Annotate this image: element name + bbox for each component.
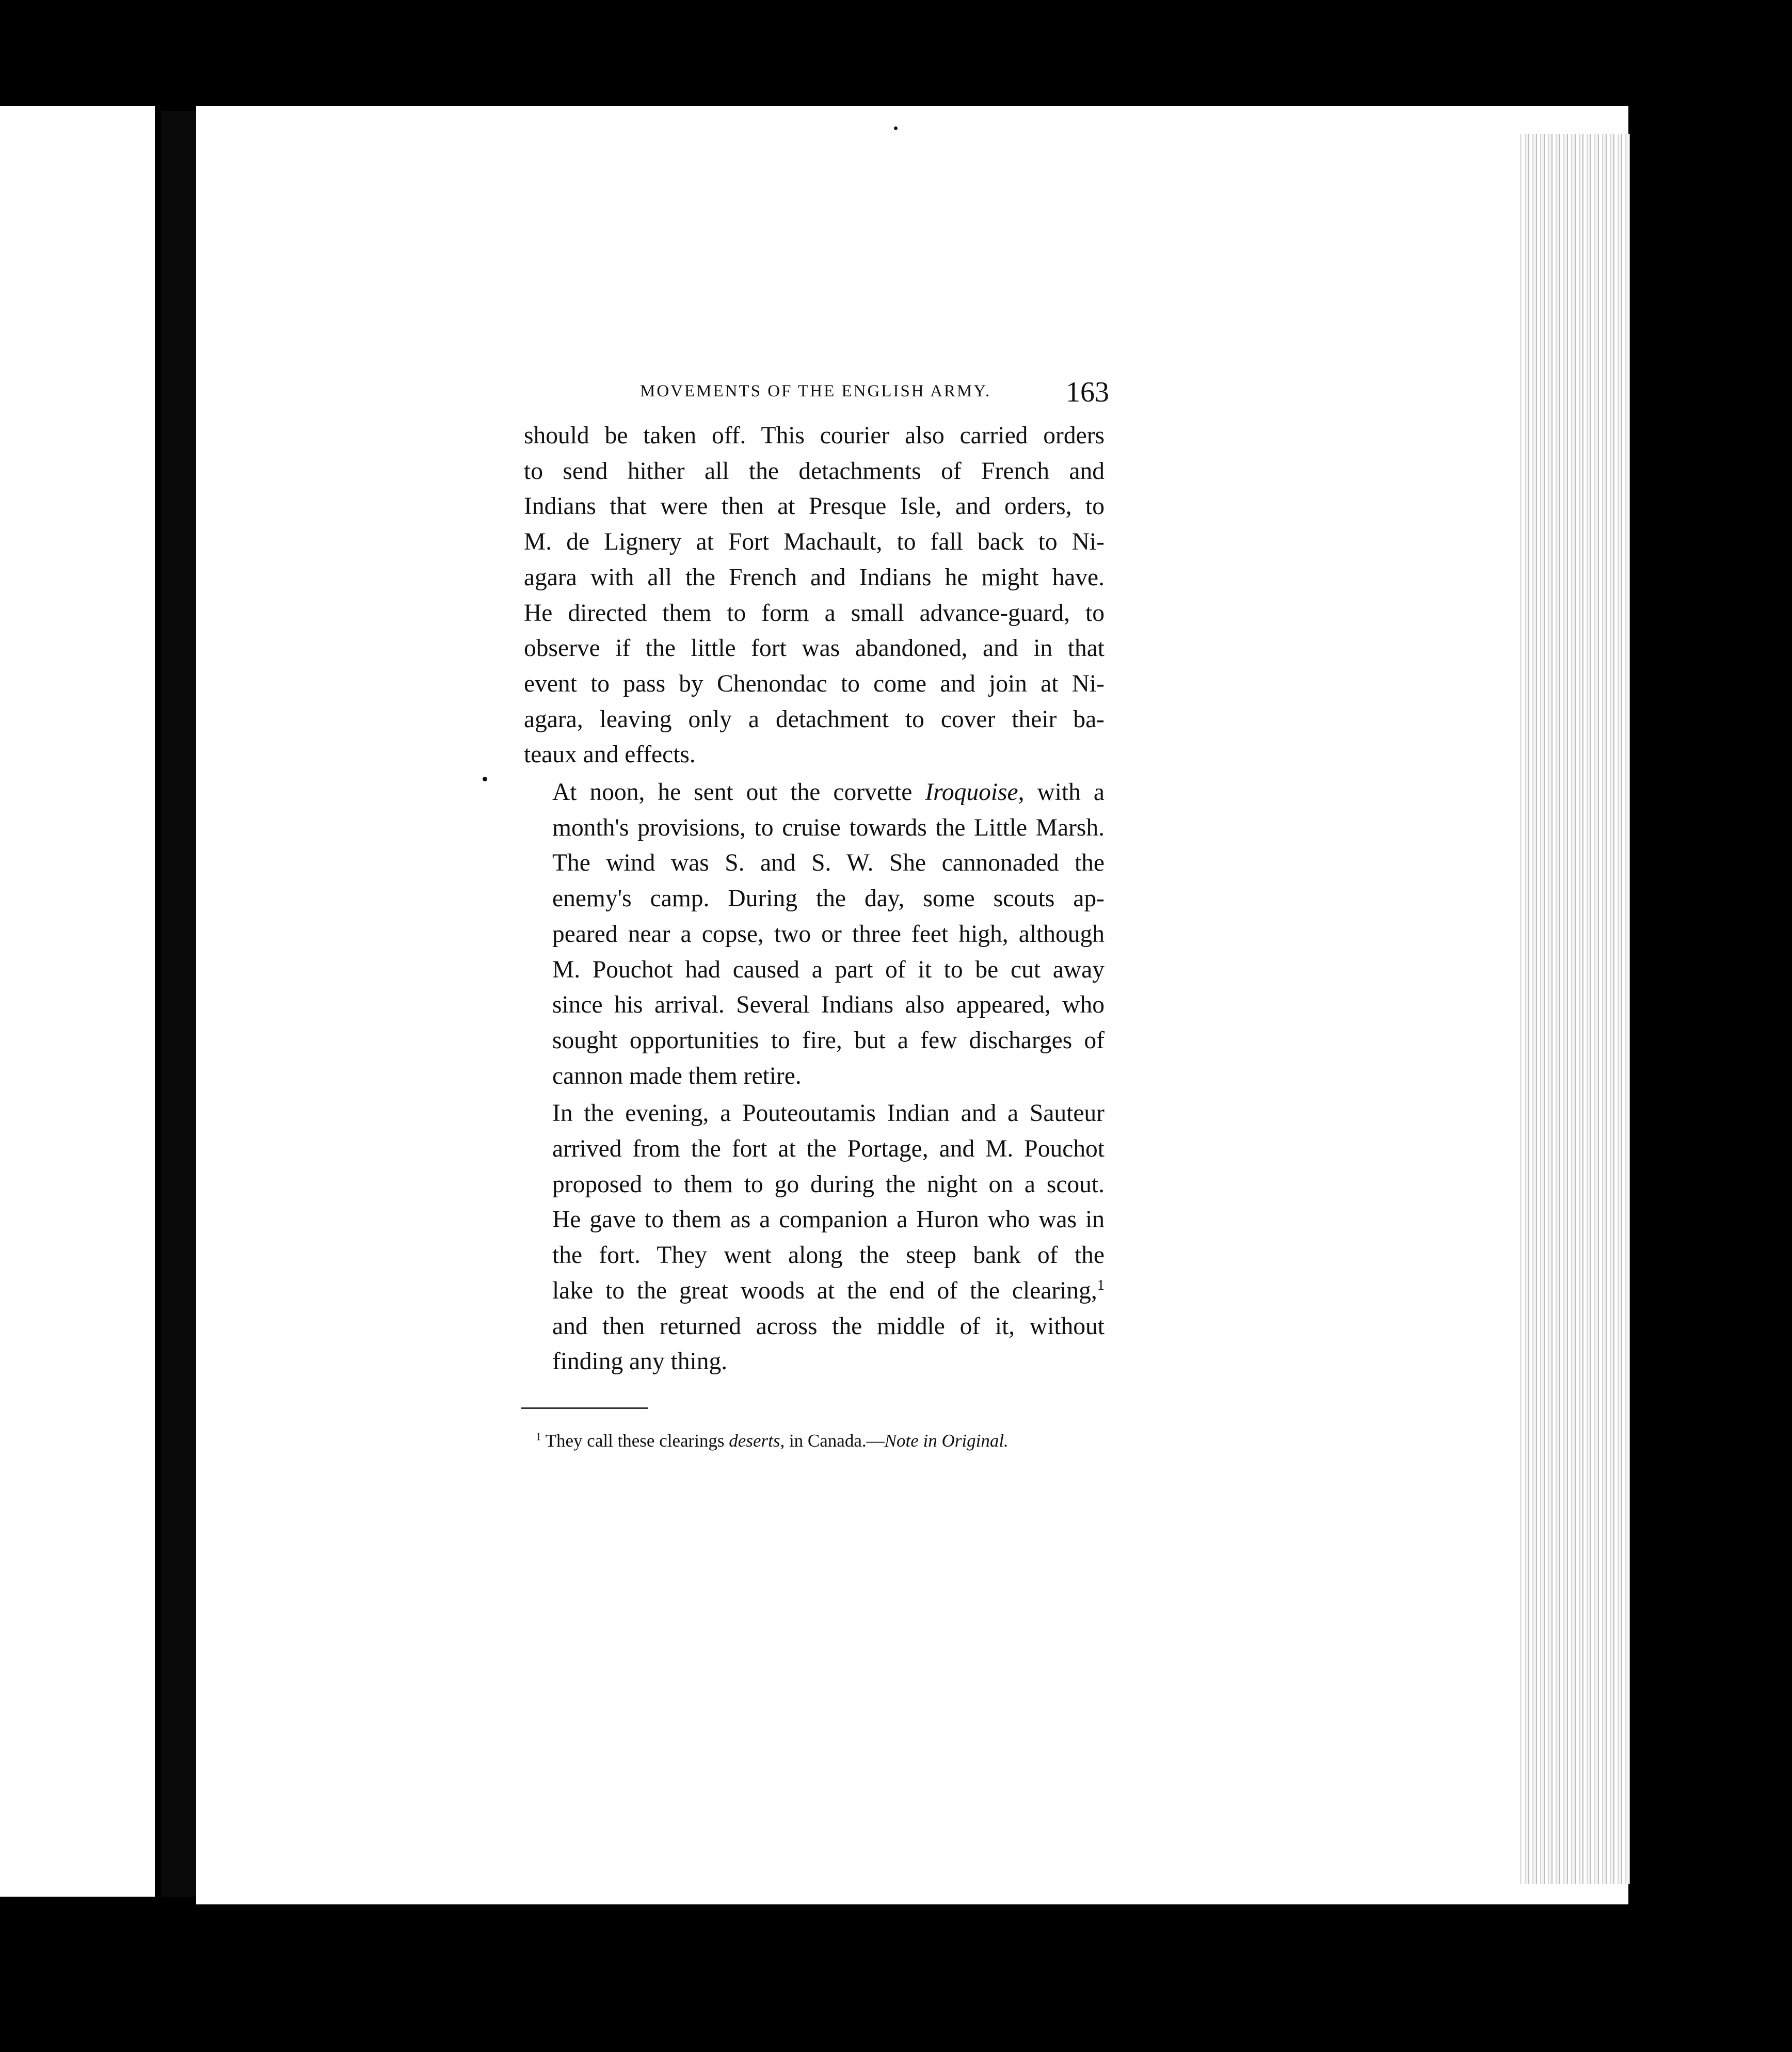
paragraph-2 <box>524 775 1105 1094</box>
text-line: arrived from the fort at the Portage, and M. Pouchot <box>552 1135 1105 1163</box>
text-line: teaux and effects. <box>524 741 696 768</box>
text-line: M. Pouchot had caused a part of it to be cut away <box>552 956 1105 983</box>
text-line: proposed to them to go during the night on a scout. <box>552 1171 1105 1198</box>
ship-name: Iroquoise <box>925 779 1018 806</box>
footnote-rule <box>521 1407 648 1409</box>
text-line: agara, leaving only a detachment to cover their ba- <box>524 706 1105 733</box>
print-speck <box>894 126 898 130</box>
text-line: month's provisions, to cruise towards the Little Marsh. <box>552 814 1105 841</box>
footnote <box>536 1431 1129 1451</box>
text-line <box>524 1273 1105 1309</box>
text-line: the fort. They went along the steep bank of the <box>552 1242 1105 1269</box>
text-line: enemy's camp. During the day, some scouts ap- <box>552 885 1105 912</box>
text-line: cannon made them retire. <box>552 1062 802 1089</box>
book-gutter <box>161 111 196 1897</box>
text-line: to send hither all the detachments of French and <box>524 457 1105 485</box>
text-line: observe if the little fort was abandoned, and in that <box>524 635 1105 662</box>
footnote-italic-word: deserts, <box>729 1431 785 1451</box>
text-line: He directed them to form a small advance-guard, to <box>524 599 1105 627</box>
footnote-text: They call these clearings <box>541 1431 729 1451</box>
footnote-number: 1 <box>536 1430 541 1443</box>
text-line: M. de Lignery at Fort Machault, to fall back to Ni- <box>524 528 1105 556</box>
footnote-text: in Canada.— <box>785 1431 885 1451</box>
text-run: At noon, he sent out the corvette <box>552 779 925 806</box>
text-line: finding any thing. <box>552 1348 728 1375</box>
page-edge-stack <box>1520 134 1630 1884</box>
text-line: He gave to them as a companion a Huron who was in <box>552 1206 1105 1233</box>
text-line: peared near a copse, two or three feet high, although <box>552 920 1105 948</box>
left-page-edge <box>0 106 155 1897</box>
text-line: event to pass by Chenondac to come and join at Ni- <box>524 670 1105 697</box>
paragraph-1 <box>524 418 1105 773</box>
text-line <box>524 775 1105 810</box>
text-line: The wind was S. and S. W. She cannonaded the <box>552 849 1105 877</box>
body-text <box>524 418 1105 1380</box>
text-run: , with a <box>1018 779 1105 806</box>
running-head: MOVEMENTS OF THE ENGLISH ARMY. <box>640 382 991 400</box>
paragraph-3 <box>524 1096 1105 1380</box>
page-number: 163 <box>1066 376 1109 408</box>
print-speck <box>483 777 487 781</box>
text-run: lake to the great woods at the end of the clearing, <box>552 1277 1097 1304</box>
text-line: Indians that were then at Presque Isle, and orders, to <box>524 493 1105 520</box>
footnote-marker: 1 <box>1097 1277 1105 1294</box>
text-line: agara with all the French and Indians he might have. <box>524 564 1105 591</box>
text-line: and then returned across the middle of it, without <box>552 1312 1105 1340</box>
text-line: sought opportunities to fire, but a few discharges of <box>552 1027 1105 1054</box>
footnote-attribution: Note in Original. <box>884 1431 1009 1451</box>
text-line: should be taken off. This courier also carried orders <box>524 422 1105 449</box>
text-line: In the evening, a Pouteoutamis Indian and a Sauteur <box>552 1100 1105 1127</box>
text-line: since his arrival. Several Indians also appeared, who <box>552 991 1105 1019</box>
